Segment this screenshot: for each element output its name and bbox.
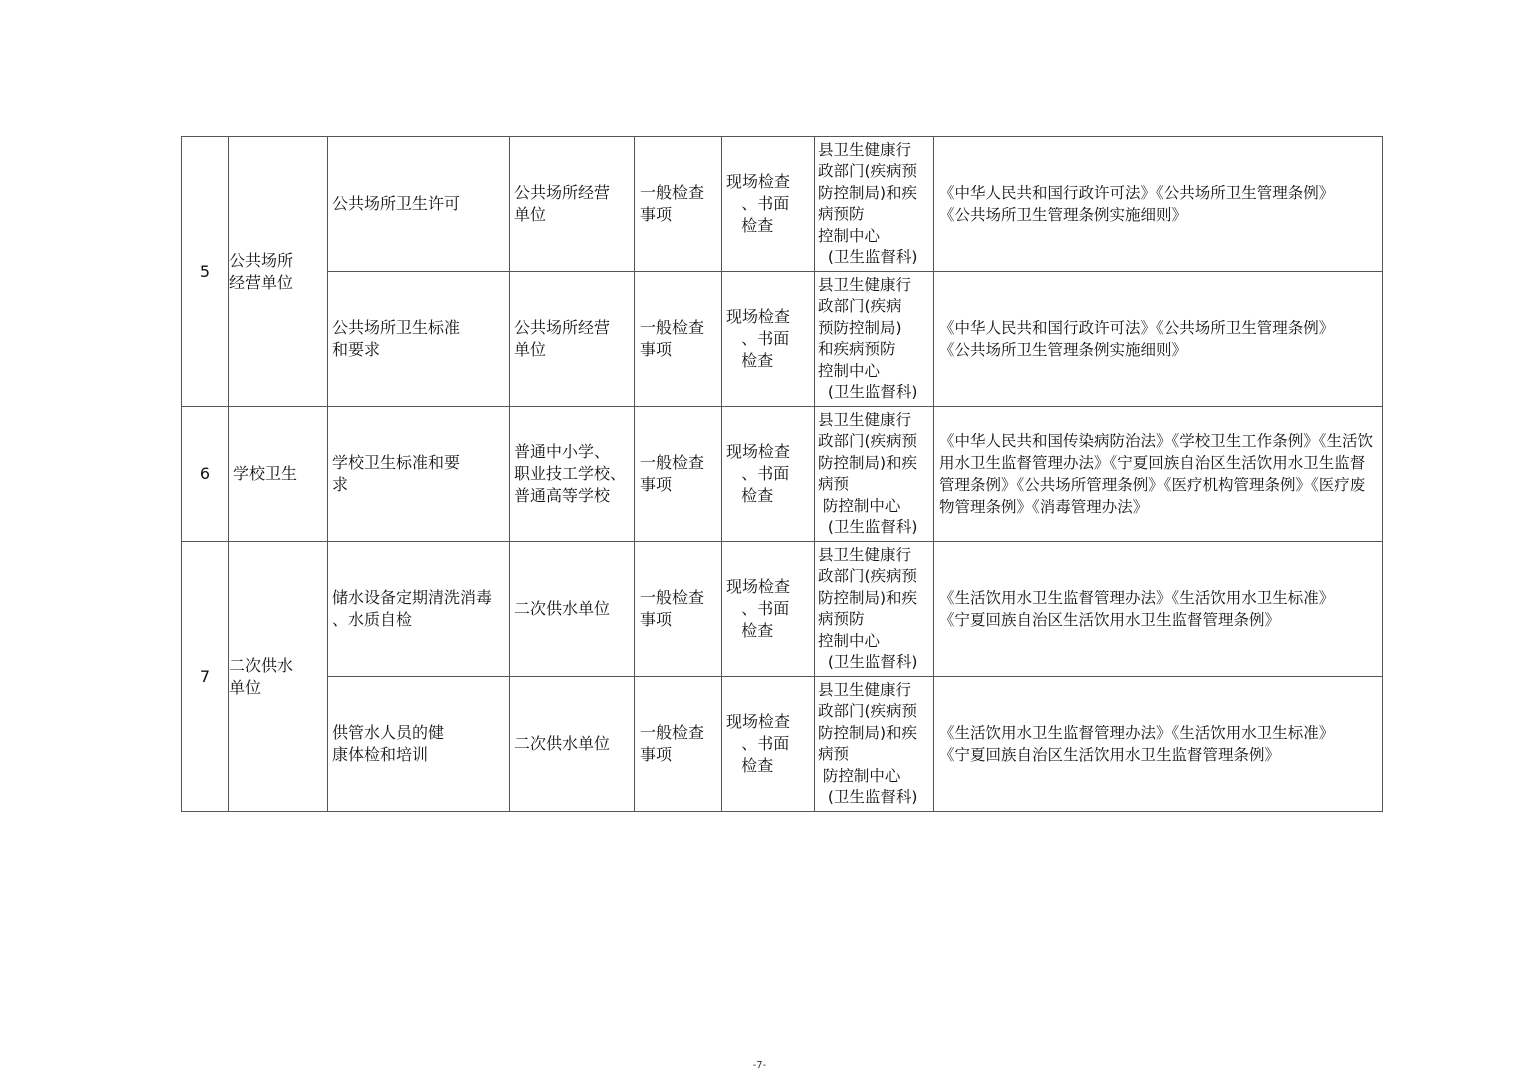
inspection-method-cell: 现场检查 、书面 检查 xyxy=(722,542,815,677)
table-row xyxy=(182,542,1383,677)
item-type-cell: 一般检查 事项 xyxy=(635,137,722,272)
table-row xyxy=(182,677,1383,812)
category-cell: 公共场所 经营单位 xyxy=(229,137,328,407)
inspection-object-cell: 二次供水单位 xyxy=(510,542,635,677)
inspection-item-cell: 供管水人员的健 康体检和培训 xyxy=(328,677,510,812)
legal-basis-cell: 《生活饮用水卫生监督管理办法》《生活饮用水卫生标准》 《宁夏回族自治区生活饮用水卫生监督管理条例》 xyxy=(934,677,1383,812)
legal-basis-cell: 《中华人民共和国行政许可法》《公共场所卫生管理条例》 《公共场所卫生管理条例实施细则》 xyxy=(934,272,1383,407)
legal-basis-cell: 《中华人民共和国行政许可法》《公共场所卫生管理条例》 《公共场所卫生管理条例实施细则》 xyxy=(934,137,1383,272)
row-number: 7 xyxy=(182,542,229,812)
table-row xyxy=(182,137,1383,272)
inspection-object-cell: 公共场所经营 单位 xyxy=(510,272,635,407)
item-type-cell: 一般检查 事项 xyxy=(635,677,722,812)
inspection-method-cell: 现场检查 、书面 检查 xyxy=(722,272,815,407)
category-cell: 学校卫生 xyxy=(229,407,328,542)
department-cell: 县卫生健康行 政部门(疾病预 防控制局)和疾 病预防 控制中心 (卫生监督科) xyxy=(815,137,934,272)
row-number: 5 xyxy=(182,137,229,407)
department-cell: 县卫生健康行 政部门(疾病预 防控制局)和疾 病预防 控制中心 (卫生监督科) xyxy=(815,542,934,677)
inspection-method-cell: 现场检查 、书面 检查 xyxy=(722,137,815,272)
inspection-object-cell: 公共场所经营 单位 xyxy=(510,137,635,272)
inspection-item-cell: 公共场所卫生许可 xyxy=(328,137,510,272)
legal-basis-cell: 《中华人民共和国传染病防治法》《学校卫生工作条例》《生活饮用水卫生监督管理办法》《宁夏回族自治区生活饮用水卫生监督管理条例》《公共场所管理条例》《医疗机构管理条例》《医疗废物管理条例》《消毒管理办法》 xyxy=(934,407,1383,542)
inspection-method-cell: 现场检查 、书面 检查 xyxy=(722,407,815,542)
row-number: 6 xyxy=(182,407,229,542)
page-number: -7- xyxy=(752,1060,767,1071)
department-cell: 县卫生健康行 政部门(疾病预 防控制局)和疾 病预 防控制中心 (卫生监督科) xyxy=(815,407,934,542)
item-type-cell: 一般检查 事项 xyxy=(635,542,722,677)
inspection-items-table xyxy=(181,136,1383,812)
inspection-method-cell: 现场检查 、书面 检查 xyxy=(722,677,815,812)
department-cell: 县卫生健康行 政部门(疾病 预防控制局) 和疾病预防 控制中心 (卫生监督科) xyxy=(815,272,934,407)
table-row xyxy=(182,272,1383,407)
inspection-item-cell: 公共场所卫生标准 和要求 xyxy=(328,272,510,407)
table-row xyxy=(182,407,1383,542)
inspection-object-cell: 二次供水单位 xyxy=(510,677,635,812)
inspection-item-cell: 储水设备定期清洗消毒 、水质自检 xyxy=(328,542,510,677)
legal-basis-cell: 《生活饮用水卫生监督管理办法》《生活饮用水卫生标准》 《宁夏回族自治区生活饮用水卫生监督管理条例》 xyxy=(934,542,1383,677)
item-type-cell: 一般检查 事项 xyxy=(635,407,722,542)
inspection-item-cell: 学校卫生标准和要 求 xyxy=(328,407,510,542)
inspection-object-cell: 普通中小学、 职业技工学校、 普通高等学校 xyxy=(510,407,635,542)
category-cell: 二次供水 单位 xyxy=(229,542,328,812)
department-cell: 县卫生健康行 政部门(疾病预 防控制局)和疾 病预 防控制中心 (卫生监督科) xyxy=(815,677,934,812)
item-type-cell: 一般检查 事项 xyxy=(635,272,722,407)
